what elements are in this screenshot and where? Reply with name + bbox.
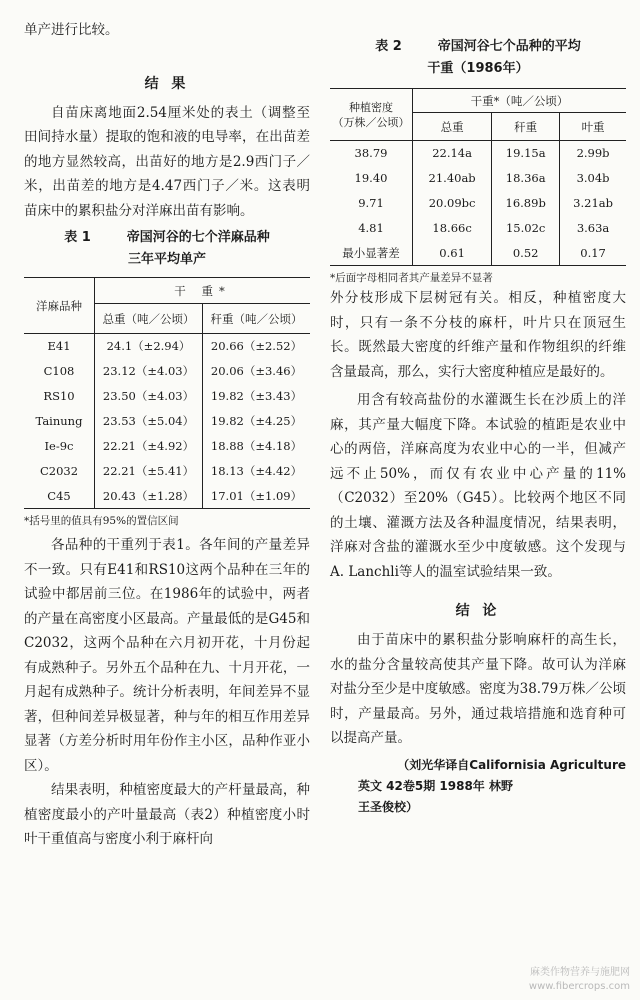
- table2-header-density-line2: （万株／公顷）: [332, 115, 410, 129]
- results-paragraph-1: 自苗床离地面2.54厘米处的表土（调整至田间持水量）提取的饱和液的电导率，在出苗差的地方显然较高，出苗好的地方是2.9西门子／米，出苗差的地方是4.47西门子／米。这表明苗床中的累积盐分对洋麻出苗有影响。: [24, 104, 310, 219]
- table1-row: [24, 409, 310, 434]
- table1-label: 表 1: [64, 230, 91, 245]
- table1-cell-stem: 17.01（±1.09）: [210, 488, 303, 503]
- reference-line-1: （刘光华译自Californisia Agriculture: [397, 757, 626, 772]
- table1-caption: [24, 227, 310, 271]
- table2-header-density-line1: 种植密度: [349, 100, 393, 114]
- table1-cell-stem: 18.88（±4.18）: [210, 439, 303, 453]
- table2-title-line1: 帝国河谷七个品种的平均: [437, 39, 581, 54]
- reference-block: [330, 755, 626, 818]
- table2-cell-stem: 15.02c: [492, 216, 560, 241]
- table1-cell-total: 23.12（±4.03）: [95, 359, 203, 384]
- table2-cell-density: 最小显著差: [330, 241, 413, 266]
- table1-footnote: *括号里的值具有95%的置信区间: [24, 515, 179, 527]
- watermark: [529, 966, 630, 994]
- table1-cell-stem: 20.06（±3.46）: [210, 364, 303, 378]
- table2-row: [330, 166, 626, 191]
- results-heading: 结 果: [144, 75, 190, 92]
- table2-cell-stem: 19.15a: [492, 141, 560, 166]
- table1-cell-variety: C45: [24, 484, 95, 509]
- table2-caption: [330, 36, 626, 80]
- table2-cell-total: 0.61: [413, 241, 492, 266]
- right-column: [330, 0, 626, 818]
- table2-header-density: [330, 89, 413, 141]
- table2-cell-density: 19.40: [330, 166, 413, 191]
- table1-cell-stem: 19.82（±4.25）: [210, 414, 303, 428]
- table2-row: [330, 216, 626, 241]
- watermark-line-1: 麻类作物营养与施肥网: [530, 967, 630, 978]
- table2-header-dryweight: 干重*（吨／公顷）: [413, 89, 627, 113]
- table2: [330, 88, 626, 266]
- table2-label: 表 2: [375, 39, 402, 54]
- table1-row: [24, 359, 310, 384]
- continuation-line: 单产进行比较。: [24, 22, 119, 38]
- table1-cell-variety: RS10: [24, 384, 95, 409]
- right-paragraph-2: 用含有较高盐份的水灌溉生长在沙质上的洋麻，其产量大幅度下降。本试验的植距是农业中心的两倍，洋麻高度为农业中心的一半，但减产远不止50%，而仅有农业中心产量的11%（C2032）至20%（G45）。比较两个地区不同的土壤、灌溉方法及各种温度情况，结果表明，洋麻对含盐的灌溉水至少中度敏感。这个发现与A. Lanchli等人的温室试验结果一致。: [330, 392, 626, 580]
- table1: [24, 277, 310, 509]
- table2-cell-leaf: 3.21ab: [573, 196, 613, 210]
- table1-cell-variety: C108: [24, 359, 95, 384]
- table1-cell-variety: C2032: [24, 459, 95, 484]
- table2-cell-stem: 18.36a: [492, 166, 560, 191]
- table1-row: [24, 484, 310, 509]
- table2-title-line2: 干重（1986年）: [427, 61, 529, 76]
- table1-row: [24, 459, 310, 484]
- left-column: [24, 0, 310, 852]
- reference-line-3: 王圣俊校）: [358, 799, 419, 814]
- results-paragraph-2: 各品种的干重列于表1。各年间的产量差异不一致。只有E41和RS10这两个品种在三年的试验中都居前三位。在1986年的试验中，两者的产量在高密度小区最高。产量最低的是G45和C2032，这两个品种在六月初开花，十月份起有成熟种子。另外五个品种在九、十月开花，一月起有成熟种子。统计分析表明，年间差异不显著，但种间差异极显著，种与年的相互作用差异显著（方差分析时用年份作主小区，品种作亚小区）。: [24, 537, 310, 774]
- table2-cell-total: 21.40ab: [413, 166, 492, 191]
- table1-cell-total: 20.43（±1.28）: [95, 484, 203, 509]
- table2-cell-leaf: 2.99b: [576, 146, 610, 161]
- conclusion-heading: 结 论: [455, 603, 501, 619]
- table1-cell-stem: 19.82（±3.43）: [210, 389, 303, 403]
- table1-cell-total: 22.21（±4.92）: [95, 434, 203, 459]
- table2-cell-leaf: 3.63a: [576, 221, 610, 235]
- table1-row: [24, 384, 310, 409]
- table1-row: [24, 334, 310, 359]
- table2-cell-stem: 16.89b: [492, 191, 560, 216]
- reference-line-2: 英文 42卷5期 1988年 林野: [358, 778, 513, 793]
- table2-row: [330, 141, 626, 166]
- table1-cell-stem: 20.66（±2.52）: [210, 339, 303, 354]
- table2-cell-density: 4.81: [330, 216, 413, 241]
- table1-row: [24, 434, 310, 459]
- table2-footnote: *后面字母相同者其产量差异不显著: [330, 272, 493, 284]
- table2-cell-total: 22.14a: [413, 141, 492, 166]
- table1-cell-total: 22.21（±5.41）: [95, 459, 203, 484]
- table2-cell-leaf: 3.04b: [576, 171, 610, 185]
- table1-title-line1: 帝国河谷的七个洋麻品种: [126, 230, 270, 245]
- conclusion-paragraph: 由于苗床中的累积盐分影响麻杆的高生长，水的盐分含量较高使其产量下降。故可认为洋麻对盐分至少是中度敏感。密度为38.79万株／公顷时，产量最高。另外，通过栽培措施和选育种可以提高产量。: [330, 632, 626, 746]
- table1-header-total: 总重（吨／公顷）: [95, 304, 203, 334]
- table2-cell-total: 20.09bc: [413, 191, 492, 216]
- table1-cell-stem: 18.13（±4.42）: [210, 464, 303, 478]
- table2-header-total: 总重: [413, 113, 492, 141]
- table1-header-stem: 秆重（吨／公顷）: [203, 304, 310, 334]
- table1-header-dryweight: 干 重*: [95, 278, 311, 304]
- right-paragraph-1: 外分枝形成下层树冠有关。相反，种植密度大时，只有一条不分枝的麻杆，叶片只在顶冠生长。既然最大密度的纤维产量和作物组织的纤维含量最高，那么，实行大密度种植应是最好的。: [330, 290, 626, 380]
- table2-header-leaf: 叶重: [560, 113, 626, 141]
- table1-cell-total: 23.53（±5.04）: [95, 409, 203, 434]
- table2-header-stem: 秆重: [492, 113, 560, 141]
- table2-row: [330, 241, 626, 266]
- table2-cell-density: 9.71: [330, 191, 413, 216]
- table1-title-line2: 三年平均单产: [127, 252, 206, 267]
- table1-cell-variety: Tainung: [24, 409, 95, 434]
- table2-cell-leaf: 0.17: [580, 245, 606, 260]
- table2-row: [330, 191, 626, 216]
- table1-cell-total: 24.1（±2.94）: [95, 334, 203, 359]
- table2-cell-total: 18.66c: [413, 216, 492, 241]
- table1-cell-total: 23.50（±4.03）: [95, 384, 203, 409]
- watermark-line-2: www.fibercrops.com: [528, 981, 630, 992]
- table1-cell-variety: Ie-9c: [24, 434, 95, 459]
- table2-cell-density: 38.79: [330, 141, 413, 166]
- results-paragraph-3: 结果表明，种植密度最大的产杆量最高，种植密度最小的产叶量最高（表2）种植密度小时叶干重值高与密度小利于麻杆向: [24, 782, 310, 847]
- table1-cell-variety: E41: [24, 334, 95, 359]
- table1-header-variety: 洋麻品种: [24, 278, 95, 334]
- table2-cell-stem: 0.52: [492, 241, 560, 266]
